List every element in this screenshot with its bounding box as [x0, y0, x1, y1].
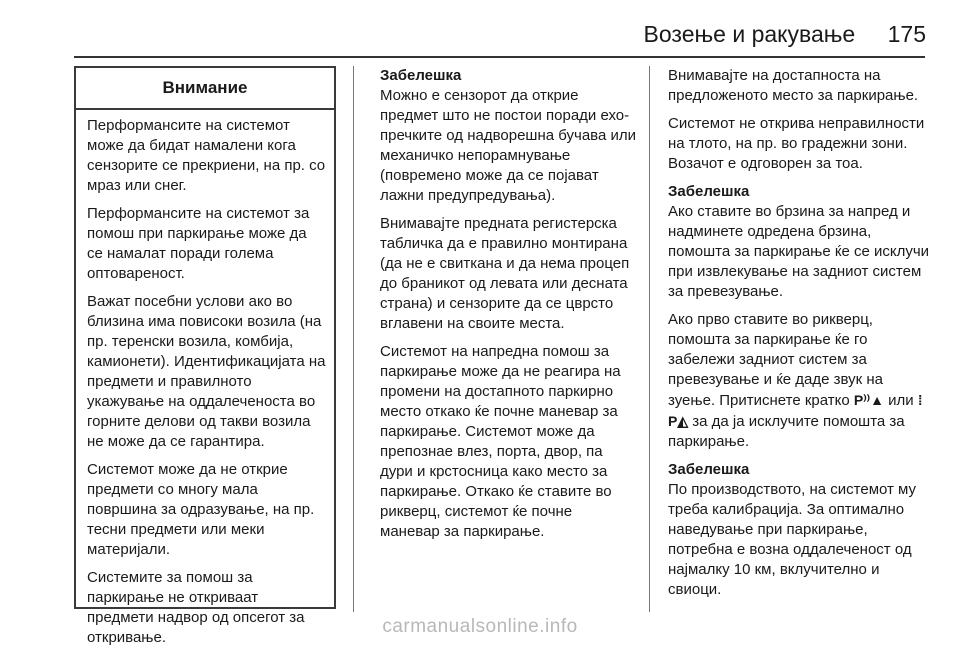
warning-title: Внимание — [76, 68, 334, 110]
warning-paragraph: Перформансите на системот може да бидат намалени кога сензорите се прекриени, на пр. со мраз или снег. — [87, 117, 326, 194]
paragraph: Системот не открива неправилности на тлото, на пр. во градежни зони. Возачот е одговорен за тоа. — [668, 115, 925, 172]
warning-box — [74, 66, 336, 646]
column-divider — [649, 66, 650, 612]
page-header — [644, 20, 926, 48]
parking-sensor-icon: ⁞P◭ — [668, 392, 923, 429]
warning-paragraph: Перформансите на системот за помош при паркирање може да се намалат поради голема оптовареност. — [87, 205, 310, 282]
column-divider — [353, 66, 354, 612]
text: за да ја исклучите помошта за паркирање. — [668, 413, 905, 450]
page-number: 175 — [887, 21, 926, 47]
paragraph: Внимавајте предната регистерска табличка да е правилно монтирана (да не е свиткана и да нема процеп до браникот од левата или десната страна) и сензорите да се цврсто вглавени на своите места. — [380, 215, 630, 332]
paragraph: Внимавајте на достапноста на предложеното место за паркирање. — [668, 67, 919, 104]
column-3 — [668, 66, 930, 608]
text: или — [888, 392, 914, 409]
column-2 — [380, 66, 636, 550]
note-block — [380, 66, 636, 206]
note-heading: Забелешка — [668, 183, 750, 200]
warning-paragraph: Системот може да не открие предмети со многу мала површина за одразување, на пр. тесни предмети или меки материјали. — [87, 461, 315, 558]
warning-paragraph: Системите за помош за паркирање не откриваат предмети надвор од опсегот за откривање. — [87, 569, 305, 646]
note-heading: Забелешка — [380, 67, 462, 84]
section-title: Возење и ракување — [643, 21, 856, 47]
watermark: carmanualsonline.info — [382, 616, 578, 637]
paragraph: Системот на напредна помош за паркирање може да не реагира на промени на достапното паркирно место откако ќе почне маневар за паркирање. Системот може да препознае влез, порта, двор, па дури и крстосница како место за паркирање. Откако ќе ставите во рикверц, системот ќе почне маневар за паркирање. — [380, 343, 621, 540]
note-text: По производството, на системот му треба калибрација. За оптимално наведување при паркирање, потребна е возна оддалеченост од најмалку 10 км, вклучително и свиоци. — [668, 481, 917, 598]
warning-paragraph: Важат посебни услови ако во близина има повисоки возила (на пр. теренски возила, комбија, камионети). Идентификацијата на предмети и правилното укажување на оддалеченоста во горните делови од такви возила не може да се гарантира. — [87, 293, 326, 450]
note-text: Ако ставите во брзина за напред и надминете одредена брзина, помошта за паркирање ќе се исклучи при извлекување на задниот систем за превезување. — [668, 203, 930, 300]
note-block — [668, 182, 930, 302]
note-text: Можно е сензорот да открие предмет што не постои поради ехо-пречките од надворешна бучава или механичко непорамнување (повремено може да се појават лажни предупредувања). — [380, 87, 636, 204]
note-heading: Забелешка — [668, 461, 750, 478]
parking-assist-icon: P⁾⁾▲ — [853, 392, 884, 408]
text: Ако прво ставите во рикверц, помошта за паркирање ќе го забележи задниот систем за превезување и ќе даде звук на зуење. Притиснете кратко — [668, 311, 884, 409]
paragraph — [668, 310, 930, 452]
note-block — [668, 460, 930, 600]
header-rule — [74, 56, 925, 58]
warning-body — [76, 110, 334, 648]
